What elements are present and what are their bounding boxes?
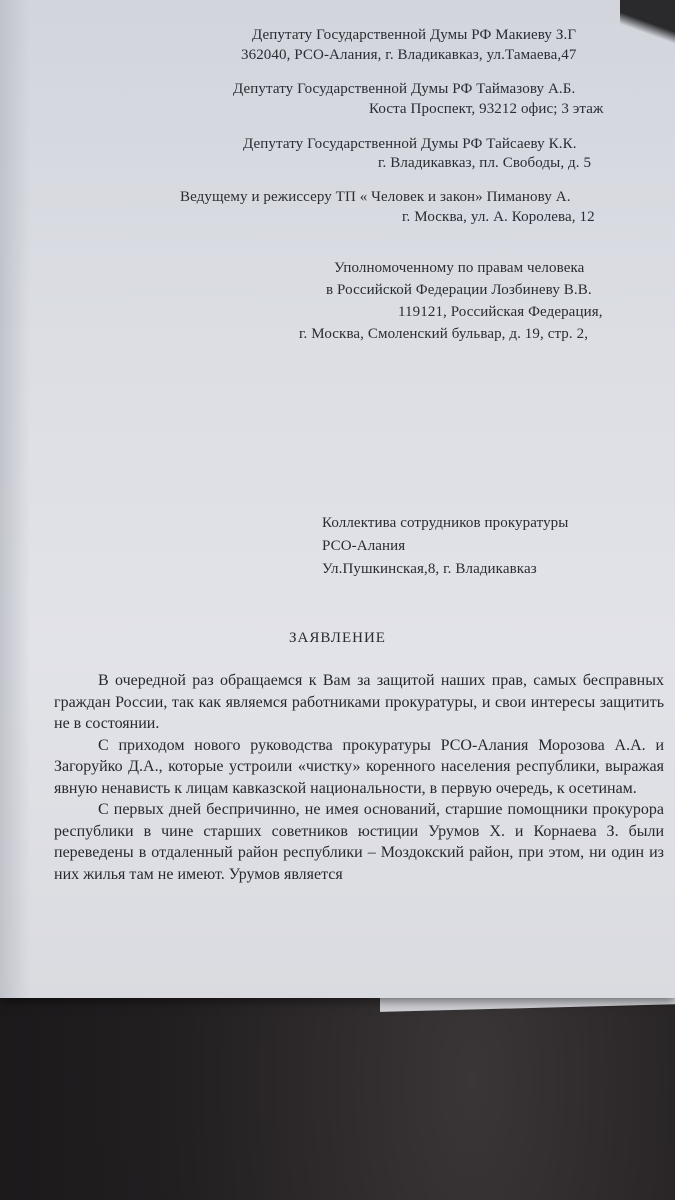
addressee-3-address: г. Владикавказ, пл. Свободы, д. 5 (378, 155, 592, 171)
sender-address: Ул.Пушкинская,8, г. Владикавказ (322, 561, 537, 577)
document-title: ЗАЯВЛЕНИЕ (289, 630, 386, 646)
paragraph-2: С приходом нового руководства прокуратуры РСО-Алания Морозова А.А. и Загоруйко Д.А., которые устроили «чистку» коренного населения республики, выражая явную ненависть к лицам кавказской национальности, в первую очередь, к осетинам. (54, 736, 664, 797)
addressee-1-name: Депутату Государственной Думы РФ Макиеву З.Г (252, 27, 577, 43)
paragraph-3: С первых дней беспричинно, не имея оснований, старшие помощники прокурора республики в чине старших советников юстиции Урумов Х. и Корнаева З. были переведены в отдаленный район республики – Моздокский район, при этом, ни один из них жилья там не имеют. Урумов является (54, 801, 664, 883)
document-body (54, 670, 664, 885)
addressee-1-address: 362040, РСО-Алания, г. Владикавказ, ул.Тамаева,47 (241, 47, 577, 63)
ombudsman-address: г. Москва, Смоленский бульвар, д. 19, стр. 2, (299, 326, 589, 342)
addressee-4-name: Ведущему и режиссеру ТП « Человек и закон» Пиманову А. (180, 189, 571, 205)
corner-background (620, 0, 675, 60)
paragraph-1: В очередной раз обращаемся к Вам за защитой наших прав, самых бесправных граждан России, так как являемся работниками прокуратуры, и свои интересы защитить не в состоянии. (54, 672, 664, 732)
addressee-3-name: Депутату Государственной Думы РФ Тайсаеву К.К. (243, 136, 577, 152)
addressee-4-address: г. Москва, ул. А. Королева, 12 (402, 209, 595, 225)
ombudsman-name: в Российской Федерации Лозбиневу В.В. (326, 282, 592, 298)
ombudsman-title: Уполномоченному по правам человека (334, 260, 585, 276)
addressee-2-address: Коста Проспект, 93212 офис; 3 этаж (369, 101, 604, 117)
paper-edge-shadow (0, 0, 30, 998)
sender-region: РСО-Алания (322, 538, 406, 554)
addressee-2-name: Депутату Государственной Думы РФ Таймазову А.Б. (233, 81, 576, 97)
ombudsman-postal: 119121, Российская Федерация, (398, 304, 603, 320)
sender-name: Коллектива сотрудников прокуратуры (322, 515, 569, 531)
